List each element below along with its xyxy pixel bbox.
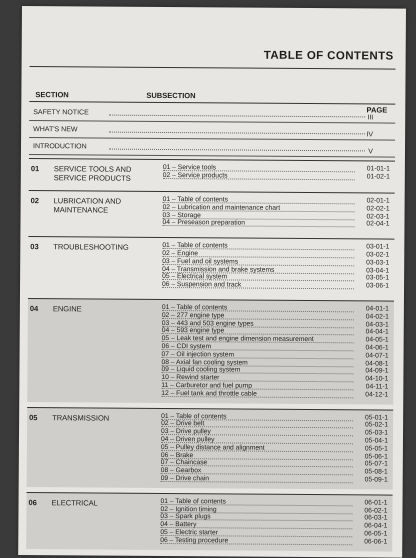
subsection-page: 05-04-1 [364,437,388,445]
chapter-number: 02 [30,196,40,206]
subsection-page: 06-05-1 [364,530,388,538]
subsection-page: 06-03-1 [364,514,388,522]
subsection-title: 01 – Table of contents [162,242,228,250]
chapter-number: 05 [29,412,38,422]
subsection-page: 06-06-1 [364,538,388,546]
chapter-number: 06 [28,497,37,507]
subsection-title: 01 – Table of contents [160,497,226,506]
subsection-row [160,537,392,546]
subsection-title: 05 – Leak test and engine dimension measurement [161,335,314,344]
subsection-page: 06-02-1 [364,506,388,515]
front-matter-page: V [368,148,374,156]
subsection-page: 01-02-1 [366,173,390,181]
subsection-page: 05-09-1 [364,476,388,484]
subsection-page: 04-04-1 [365,328,389,336]
subsection-title: 02 – Service products [162,171,228,180]
subsection-list [163,164,395,181]
subsection-page: 04-11-1 [365,383,389,391]
subsection-title: 02 – 277 engine type [161,311,225,320]
page-column-header: PAGE [366,105,388,115]
chapter-name: ENGINE [52,304,82,314]
subsection-list [161,413,393,485]
chapter-number: 03 [30,242,39,252]
subsection-title: 03 – Drive pulley [161,428,211,436]
chapter-name: SERVICE TOOLS AND SERVICE PRODUCTS [53,164,132,183]
chapter-name: TRANSMISSION [52,412,110,423]
leader-dots [109,149,365,152]
subsection-title: 02 – Ignition timing [160,505,217,513]
subsection-page: 04-12-1 [365,391,389,399]
subsection-title: 02 – Drive belt [161,420,205,428]
subsection-page: 02-01-1 [366,197,390,205]
subsection-page: 04-01-1 [365,305,389,313]
chapter-name: TROUBLESHOOTING [53,242,129,252]
chapter-name: LUBRICATION AND MAINTENANCE [53,196,122,215]
subsection-page: 05-08-1 [364,468,388,476]
subsection-title: 06 – Suspension and track [162,281,242,289]
subsection-row [162,219,394,228]
subsection-page: 02-03-1 [366,213,390,221]
section-column-header: SECTION [35,90,69,100]
subsection-page: 03-01-1 [366,243,390,251]
subsection-page: 04-06-1 [365,344,389,352]
subsection-page: 05-03-1 [364,429,389,437]
chapter-block [27,407,394,490]
subsection-page: 04-07-1 [365,352,389,360]
subsection-title: 02 – Engine [162,249,199,258]
subsection-title: 01 – Table of contents [162,195,229,204]
subsection-title: 08 – Gearbox [160,467,202,475]
chapter-number: 04 [29,304,39,314]
leader-dots [109,132,365,135]
subsection-page: 04-10-1 [365,375,389,383]
subsection-page: 04-02-1 [365,313,389,321]
manual-page [18,6,406,558]
subsection-page: 06-04-1 [364,522,388,530]
chapter-block [28,190,394,234]
subsection-list [160,498,392,546]
subsection-page: 04-05-1 [365,336,389,344]
subsection-page: 03-05-1 [366,274,390,282]
subsection-page: 05-07-1 [364,460,388,468]
subsection-page: 03-03-1 [366,259,390,267]
page-title: TABLE OF CONTENTS [263,49,394,63]
subsection-title: 04 – Transmission and brake systems [162,265,275,274]
chapter-block [27,298,394,404]
subsection-title: 03 – Storage [162,211,201,219]
subsection-title: 05 – Electric starter [160,528,218,537]
chapter-block [28,236,394,295]
chapter-number: 01 [30,164,40,174]
subsection-page: 04-03-1 [365,321,389,329]
subsection-title: 07 – Chaincase [160,459,208,467]
subsection-row [161,475,393,484]
subsection-list [162,196,394,229]
subsection-title: 04 – Preseason preparation [162,219,246,227]
subsection-title: 01 – Table of contents [161,412,227,421]
subsection-page: 05-05-1 [364,445,388,453]
chapter-block [26,492,392,551]
subsection-column-header: SUBSECTION [146,90,196,101]
subsection-title: 09 – Liquid cooling system [161,366,241,374]
subsection-title: 11 – Carburetor and fuel pump [161,381,252,390]
subsection-title: 04 – 593 engine type [161,327,225,335]
subsection-page: 02-02-1 [366,205,390,213]
subsection-title: 04 – Driven pulley [160,435,215,444]
subsection-list [161,304,394,399]
subsection-title: 01 – Service tools [162,163,217,172]
subsection-title: 12 – Fuel tank and throttle cable [161,389,257,398]
subsection-list [162,242,394,290]
subsection-page: 03-02-1 [366,251,390,259]
chapter-block [29,158,395,188]
subsection-page: 02-04-1 [366,220,390,228]
subsection-title: 02 – Lubrication and maintenance chart [162,203,281,212]
subsection-page: 03-04-1 [366,266,390,275]
subsection-page: 01-01-1 [366,165,390,173]
subsection-title: 06 – Brake [160,451,194,459]
subsection-title: 09 – Drive chain [160,474,210,483]
subsection-title: 03 – Spark plugs [160,513,211,521]
front-matter-label: INTRODUCTION [32,143,87,151]
subsection-title: 10 – Rewind starter [161,374,220,382]
front-matter-page: III [367,114,374,122]
subsection-row [162,281,394,290]
subsection-page: 05-02-1 [364,421,389,429]
subsection-title: 03 – 443 and 503 engine types [161,319,254,328]
front-matter-row [29,138,395,158]
subsection-row [161,390,393,399]
subsection-title: 06 – Testing procedure [160,536,229,545]
subsection-page: 04-09-1 [365,367,389,375]
subsection-page: 03-06-1 [365,282,390,290]
subsection-title: 05 – Electrical system [162,273,228,281]
subsection-title: 03 – Fuel and oil systems [162,257,239,266]
subsection-page: 06-01-1 [364,499,388,507]
title-rule [30,66,396,70]
subsection-title: 05 – Pulley distance and alignment [160,443,265,452]
subsection-title: 07 – Oil injection system [161,350,235,359]
subsection-title: 04 – Battery [160,521,197,529]
subsection-title: 01 – Table of contents [161,303,228,312]
front-matter-page: IV [366,131,374,139]
chapter-name: ELECTRICAL [51,498,98,508]
subsection-title: 08 – Axial fan cooling system [161,358,248,367]
leader-dots [109,115,365,118]
subsection-page: 05-01-1 [365,413,389,422]
subsection-title: 06 – CDI system [161,342,212,351]
front-matter-label: SAFETY NOTICE [33,109,89,117]
front-matter-label: WHAT'S NEW [33,126,78,134]
subsection-page: 05-06-1 [364,452,388,461]
subsection-page: 04-08-1 [365,359,389,368]
subsection-row [163,172,395,181]
